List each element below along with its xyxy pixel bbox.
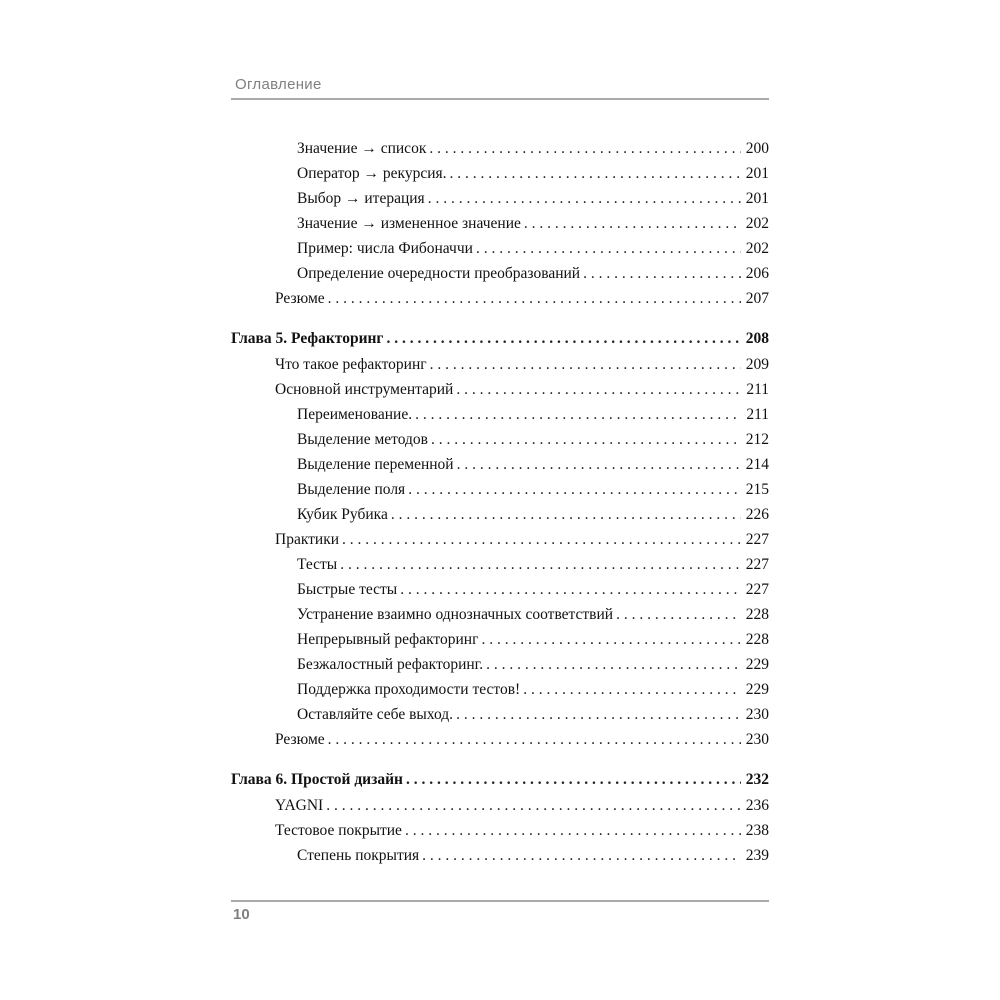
toc-dot-leader bbox=[456, 379, 741, 401]
toc-entry-title: Оставляйте себе выход. bbox=[297, 706, 454, 723]
toc-entry-title: Безжалостный рефакторинг. bbox=[297, 656, 484, 673]
toc-entry-title: Глава 5. Рефакторинг bbox=[231, 330, 384, 347]
toc-entry-title: Поддержка проходимости тестов! bbox=[297, 681, 521, 698]
toc-dot-leader bbox=[450, 163, 741, 185]
toc-subsection-entry bbox=[297, 679, 769, 701]
toc-entry-page: 229 bbox=[745, 681, 769, 698]
toc-entry-title: Тесты bbox=[297, 556, 338, 573]
toc-entry-title: Резюме bbox=[275, 290, 325, 307]
toc-dot-leader bbox=[326, 795, 741, 817]
toc-subsection-entry bbox=[297, 504, 769, 526]
toc-entry-title: Практики bbox=[275, 531, 340, 548]
toc-entry-page: 227 bbox=[745, 531, 769, 548]
toc-subsection-entry bbox=[297, 845, 769, 867]
toc-entry-page: 201 bbox=[745, 190, 769, 207]
toc-dot-leader bbox=[422, 845, 741, 867]
toc-entry-title: Переименование. bbox=[297, 406, 413, 423]
toc-entry-page: 215 bbox=[745, 481, 769, 498]
toc-entry-page: 214 bbox=[745, 456, 769, 473]
toc-dot-leader bbox=[408, 479, 741, 501]
toc-entry-title: Глава 6. Простой дизайн bbox=[231, 771, 403, 788]
toc-dot-leader bbox=[405, 820, 741, 842]
toc-entry-page: 236 bbox=[745, 797, 769, 814]
toc-entry-page: 226 bbox=[745, 506, 769, 523]
toc-subsection-entry bbox=[297, 213, 769, 235]
toc-subsection-entry bbox=[297, 654, 769, 676]
toc-entry-page: 207 bbox=[745, 290, 769, 307]
toc-entry-title: Основной инструментарий bbox=[275, 381, 454, 398]
toc-entry-title: Устранение взаимно однозначных соответствий bbox=[297, 606, 614, 623]
toc-entry-title: Быстрые тесты bbox=[297, 581, 398, 598]
toc-subsection-entry bbox=[297, 629, 769, 651]
toc-entry-page: 228 bbox=[745, 606, 769, 623]
toc-dot-leader bbox=[428, 188, 741, 210]
toc-entry-page: 239 bbox=[745, 847, 769, 864]
toc-entry-page: 208 bbox=[745, 330, 769, 347]
toc-entry-page: 227 bbox=[745, 581, 769, 598]
toc-entry-page: 202 bbox=[745, 240, 769, 257]
toc-entry-title: Оператор → рекурсия. bbox=[297, 165, 447, 182]
toc-subsection-entry bbox=[297, 263, 769, 285]
toc-entry-page: 202 bbox=[745, 215, 769, 232]
toc-dot-leader bbox=[328, 288, 741, 310]
toc-section-entry bbox=[275, 354, 769, 376]
toc-entry-title: Выбор → итерация bbox=[297, 190, 425, 207]
toc-entry-page: 206 bbox=[745, 265, 769, 282]
toc-dot-leader bbox=[342, 529, 741, 551]
toc-entry-page: 230 bbox=[745, 731, 769, 748]
toc-subsection-entry bbox=[297, 188, 769, 210]
toc-entry-title: Тестовое покрытие bbox=[275, 822, 402, 839]
toc-dot-leader bbox=[386, 328, 740, 350]
toc-subsection-entry bbox=[297, 704, 769, 726]
toc-dot-leader bbox=[429, 138, 740, 160]
header-rule bbox=[231, 98, 769, 100]
toc-dot-leader bbox=[524, 213, 741, 235]
toc-entry-title: Значение → измененное значение bbox=[297, 215, 521, 232]
toc-entry-page: 212 bbox=[745, 431, 769, 448]
toc-dot-leader bbox=[457, 454, 741, 476]
toc-dot-leader bbox=[415, 404, 741, 426]
toc-subsection-entry bbox=[297, 604, 769, 626]
toc-section-entry bbox=[275, 379, 769, 401]
toc-entry-title: YAGNI bbox=[275, 797, 324, 814]
toc-entry-page: 227 bbox=[745, 556, 769, 573]
toc-dot-leader bbox=[476, 238, 741, 260]
toc-dot-leader bbox=[583, 263, 741, 285]
toc-entry-page: 211 bbox=[746, 381, 769, 398]
toc-subsection-entry bbox=[297, 404, 769, 426]
page-number: 10 bbox=[233, 906, 250, 923]
toc-dot-leader bbox=[406, 769, 741, 791]
toc-dot-leader bbox=[340, 554, 741, 576]
toc-dot-leader bbox=[391, 504, 741, 526]
toc-subsection-entry bbox=[297, 554, 769, 576]
toc-subsection-entry bbox=[297, 238, 769, 260]
toc-dot-leader bbox=[400, 579, 741, 601]
toc-section-entry bbox=[275, 795, 769, 817]
toc-entry-title: Что такое рефакторинг bbox=[275, 356, 427, 373]
toc-chapter-entry bbox=[231, 769, 769, 791]
toc-entry-page: 229 bbox=[745, 656, 769, 673]
toc-chapter-entry bbox=[231, 328, 769, 350]
toc-entry-title: Выделение переменной bbox=[297, 456, 454, 473]
toc-section-entry bbox=[275, 529, 769, 551]
toc-entry-title: Резюме bbox=[275, 731, 325, 748]
toc-entry-page: 228 bbox=[745, 631, 769, 648]
toc-entry-page: 201 bbox=[745, 165, 769, 182]
toc-dot-leader bbox=[616, 604, 741, 626]
toc-subsection-entry bbox=[297, 138, 769, 160]
toc-entry-title: Выделение поля bbox=[297, 481, 406, 498]
toc-dot-leader bbox=[486, 654, 741, 676]
toc-entry-title: Кубик Рубика bbox=[297, 506, 388, 523]
toc-subsection-entry bbox=[297, 429, 769, 451]
toc-subsection-entry bbox=[297, 479, 769, 501]
toc-entry-page: 230 bbox=[745, 706, 769, 723]
toc-entry-page: 232 bbox=[745, 771, 769, 788]
toc-entry-title: Определение очередности преобразований bbox=[297, 265, 581, 282]
toc-entry-title: Непрерывный рефакторинг bbox=[297, 631, 479, 648]
toc-section-entry bbox=[275, 820, 769, 842]
toc-dot-leader bbox=[481, 629, 740, 651]
toc-entry-page: 200 bbox=[745, 140, 769, 157]
toc-entry-title: Выделение методов bbox=[297, 431, 428, 448]
toc-section-entry bbox=[275, 288, 769, 310]
toc-dot-leader bbox=[430, 354, 741, 376]
toc-dot-leader bbox=[328, 729, 741, 751]
toc-subsection-entry bbox=[297, 454, 769, 476]
toc-entry-page: 209 bbox=[745, 356, 769, 373]
footer-rule bbox=[231, 900, 769, 902]
running-head: Оглавление bbox=[235, 76, 322, 93]
toc-dot-leader bbox=[456, 704, 741, 726]
toc-entry-page: 238 bbox=[745, 822, 769, 839]
toc-section-entry bbox=[275, 729, 769, 751]
toc-entry-title: Значение → список bbox=[297, 140, 427, 157]
toc-entry-page: 211 bbox=[746, 406, 769, 423]
toc-dot-leader bbox=[431, 429, 741, 451]
toc-dot-leader bbox=[523, 679, 741, 701]
toc-subsection-entry bbox=[297, 579, 769, 601]
toc-entry-title: Пример: числа Фибоначчи bbox=[297, 240, 473, 257]
toc-entry-title: Степень покрытия bbox=[297, 847, 420, 864]
toc-subsection-entry bbox=[297, 163, 769, 185]
